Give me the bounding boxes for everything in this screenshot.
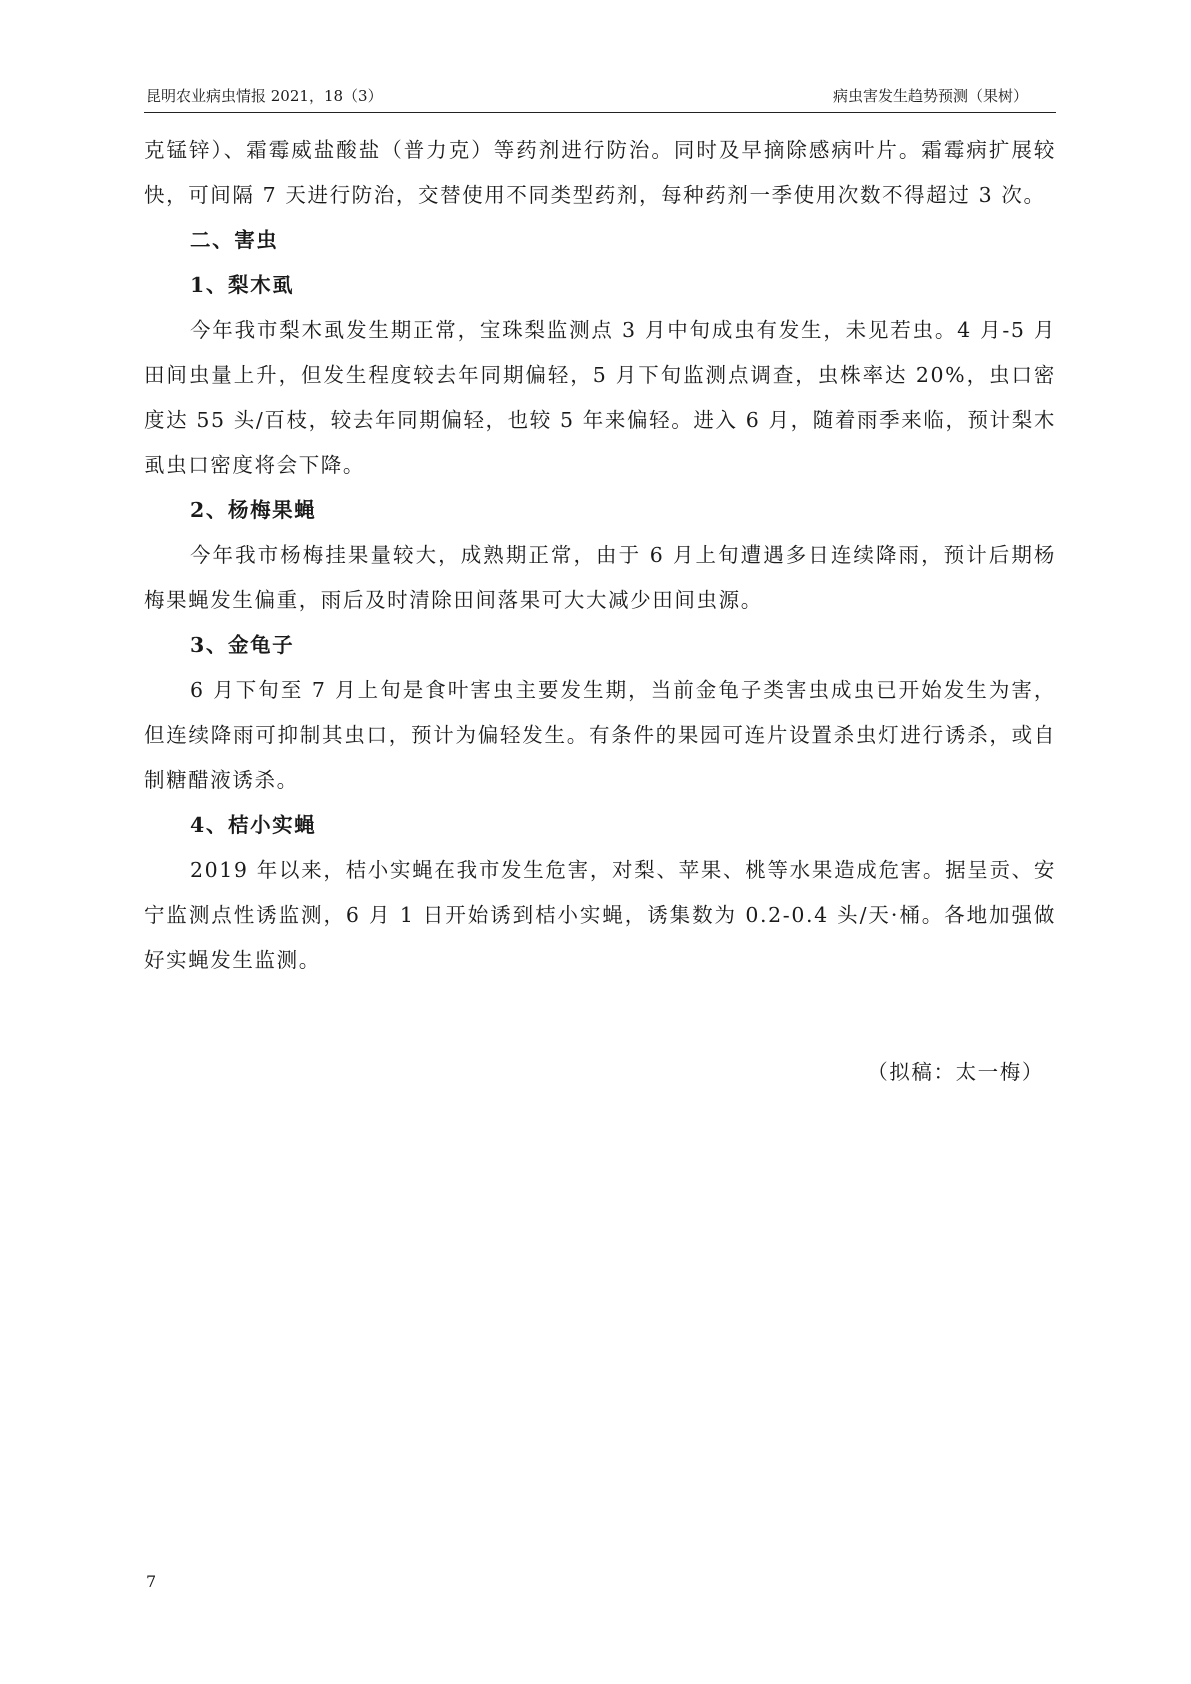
journal-title: 昆明农业病虫情报 2021，18（3） (146, 87, 383, 105)
body-content (144, 128, 1056, 1095)
paragraph-oriental-fruit-fly: 2019 年以来，桔小实蝇在我市发生危害，对梨、苹果、桃等水果造成危害。据呈贡、安宁监测点性诱监测，6 月 1 日开始诱到桔小实蝇，诱集数为 0.2-0.4 头/天·桶。各地加强做好实蝇发生监测。 (144, 858, 1056, 972)
item-heading-scarab-beetle: 3、金龟子 (190, 633, 295, 657)
paragraph-scarab-beetle: 6 月下旬至 7 月上旬是食叶害虫主要发生期，当前金龟子类害虫成虫已开始发生为害，但连续降雨可抑制其虫口，预计为偏轻发生。有条件的果园可连片设置杀虫灯进行诱杀，或自制糖醋液诱杀。 (144, 678, 1056, 792)
intro-paragraph: 克锰锌）、霜霉威盐酸盐（普力克）等药剂进行防治。同时及早摘除感病叶片。霜霉病扩展较快，可间隔 7 天进行防治，交替使用不同类型药剂，每种药剂一季使用次数不得超过 3 次。 (144, 138, 1056, 207)
item-heading-bayberry-fruit-fly: 2、杨梅果蝇 (190, 498, 317, 522)
paragraph-pear-psylla: 今年我市梨木虱发生期正常，宝珠梨监测点 3 月中旬成虫有发生，未见若虫。4 月-5 月田间虫量上升，但发生程度较去年同期偏轻，5 月下旬监测点调查，虫株率达 20%，虫口密度达 55 头/百枝，较去年同期偏轻，也较 5 年来偏轻。进入 6 月，随着雨季来临，预计梨木虱虫口密度将会下降。 (144, 318, 1056, 477)
running-header (144, 84, 1056, 113)
item-heading-pear-psylla: 1、梨木虱 (190, 273, 295, 297)
section-heading-pests: 二、害虫 (190, 228, 279, 252)
author-signature: （拟稿：太一梅） (867, 1060, 1044, 1084)
section-header: 病虫害发生趋势预测（果树） (832, 87, 1028, 105)
item-heading-oriental-fruit-fly: 4、桔小实蝇 (190, 813, 317, 837)
page-number: 7 (146, 1572, 157, 1591)
paragraph-bayberry-fruit-fly: 今年我市杨梅挂果量较大，成熟期正常，由于 6 月上旬遭遇多日连续降雨，预计后期杨梅果蝇发生偏重，雨后及时清除田间落果可大大减少田间虫源。 (144, 543, 1056, 612)
